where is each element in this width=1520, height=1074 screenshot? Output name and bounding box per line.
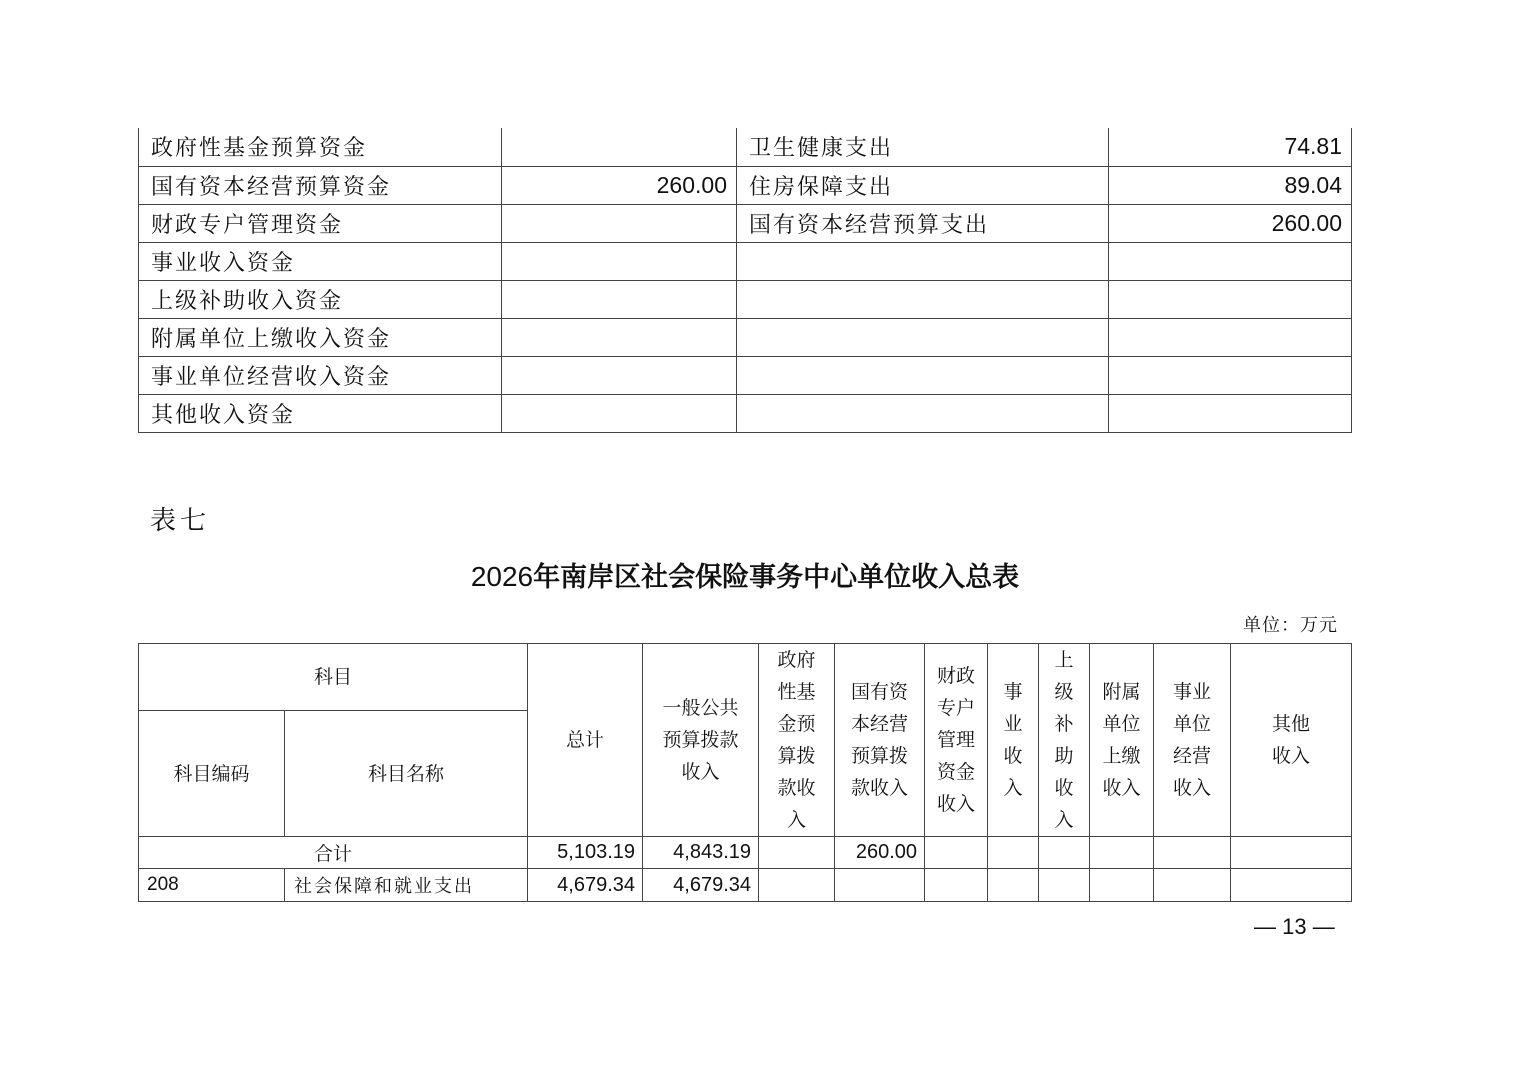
expense-amount-cell: 74.81 xyxy=(1109,128,1352,166)
header-line: 上 xyxy=(1054,649,1074,671)
header-gov-fund xyxy=(759,644,835,837)
header-line: 级 xyxy=(1054,681,1074,703)
expense-label-cell: 住房保障支出 xyxy=(737,166,1109,204)
header-line: 金预 xyxy=(777,713,816,735)
unit-label: 单位：万元 xyxy=(1243,615,1338,636)
state-capital-cell: 260.00 xyxy=(835,837,925,869)
header-line: 入 xyxy=(1054,809,1074,831)
expense-amount-cell xyxy=(1109,280,1352,318)
header-line: 事 xyxy=(1003,681,1023,703)
table-row xyxy=(139,204,1352,242)
expense-amount-cell xyxy=(1109,242,1352,280)
header-line: 入 xyxy=(787,809,807,831)
expense-amount-cell xyxy=(1109,318,1352,356)
header-subject-name: 科目名称 xyxy=(285,711,528,837)
business-cell xyxy=(988,869,1039,902)
header-line: 专户 xyxy=(937,697,976,719)
table-row xyxy=(139,242,1352,280)
header-line: 政府 xyxy=(777,649,816,671)
income-amount-cell xyxy=(502,204,737,242)
table-row xyxy=(139,166,1352,204)
header-line: 收入 xyxy=(937,793,976,815)
business-unit-cell xyxy=(1154,837,1231,869)
header-line: 收入 xyxy=(681,761,720,783)
header-line: 财政 xyxy=(937,665,976,687)
superior-subsidy-cell xyxy=(1039,869,1090,902)
total-row xyxy=(139,837,1352,869)
table-row xyxy=(139,280,1352,318)
income-label-cell: 其他收入资金 xyxy=(139,394,502,432)
header-line: 收 xyxy=(1003,745,1023,767)
header-line: 单位 xyxy=(1102,713,1141,735)
header-line: 收入 xyxy=(1102,777,1141,799)
header-line: 经营 xyxy=(1173,745,1212,767)
header-other xyxy=(1231,644,1352,837)
table-row xyxy=(139,394,1352,432)
other-cell xyxy=(1231,837,1352,869)
general-budget-cell: 4,843.19 xyxy=(643,837,759,869)
header-subject-code: 科目编码 xyxy=(139,711,285,837)
header-business-income xyxy=(988,644,1039,837)
expense-amount-cell xyxy=(1109,356,1352,394)
other-cell xyxy=(1231,869,1352,902)
header-general-budget xyxy=(643,644,759,837)
income-amount-cell xyxy=(502,318,737,356)
header-line: 入 xyxy=(1003,777,1023,799)
header-line: 上缴 xyxy=(1102,745,1141,767)
header-line: 预算拨 xyxy=(851,745,909,767)
general-budget-cell: 4,679.34 xyxy=(643,869,759,902)
expense-amount-cell xyxy=(1109,394,1352,432)
header-subject: 科目 xyxy=(139,644,528,711)
income-label-cell: 国有资本经营预算资金 xyxy=(139,166,502,204)
header-line: 本经营 xyxy=(851,713,909,735)
header-fiscal-special xyxy=(925,644,988,837)
header-line: 算拨 xyxy=(777,745,816,767)
expense-amount-cell: 89.04 xyxy=(1109,166,1352,204)
income-amount-cell xyxy=(502,394,737,432)
income-amount-cell xyxy=(502,280,737,318)
header-affiliated xyxy=(1090,644,1154,837)
header-line: 预算拨款 xyxy=(662,729,739,751)
title-text: 年南岸区社会保险事务中心单位收入总表 xyxy=(533,562,1020,593)
header-total: 总计 xyxy=(528,644,643,837)
table-label: 表七 xyxy=(150,506,211,536)
gov-fund-cell xyxy=(759,869,835,902)
total-cell: 5,103.19 xyxy=(528,837,643,869)
expense-label-cell xyxy=(737,356,1109,394)
fiscal-special-cell xyxy=(925,837,988,869)
header-superior-subsidy xyxy=(1039,644,1090,837)
affiliated-cell xyxy=(1090,869,1154,902)
business-unit-cell xyxy=(1154,869,1231,902)
income-label-cell: 政府性基金预算资金 xyxy=(139,128,502,166)
income-label-cell: 事业收入资金 xyxy=(139,242,502,280)
header-line: 事业 xyxy=(1173,681,1212,703)
income-label-cell: 事业单位经营收入资金 xyxy=(139,356,502,394)
gov-fund-cell xyxy=(759,837,835,869)
income-amount-cell xyxy=(502,356,737,394)
page-number: — 13 — xyxy=(1254,914,1335,939)
header-line: 收入 xyxy=(1272,745,1311,767)
income-label-cell: 上级补助收入资金 xyxy=(139,280,502,318)
header-line: 助 xyxy=(1054,745,1074,767)
expense-label-cell xyxy=(737,318,1109,356)
income-label-cell: 附属单位上缴收入资金 xyxy=(139,318,502,356)
page-title xyxy=(0,555,1490,594)
header-business-unit xyxy=(1154,644,1231,837)
fiscal-special-cell xyxy=(925,869,988,902)
income-amount-cell xyxy=(502,242,737,280)
business-cell xyxy=(988,837,1039,869)
header-line: 附属 xyxy=(1102,681,1141,703)
header-line: 资金 xyxy=(937,761,976,783)
header-line: 款收入 xyxy=(851,777,909,799)
income-summary-table xyxy=(138,643,1352,902)
subject-code-cell: 208 xyxy=(139,869,285,902)
table-row xyxy=(139,318,1352,356)
header-line: 一般公共 xyxy=(662,697,739,719)
table-row xyxy=(139,869,1352,902)
subject-name-cell: 社会保障和就业支出 xyxy=(285,869,528,902)
title-year: 2026 xyxy=(470,561,534,592)
header-line: 其他 xyxy=(1272,713,1311,735)
expense-label-cell xyxy=(737,280,1109,318)
table-row xyxy=(139,356,1352,394)
expense-label-cell: 国有资本经营预算支出 xyxy=(737,204,1109,242)
total-cell: 4,679.34 xyxy=(528,869,643,902)
header-line: 业 xyxy=(1003,713,1023,735)
expense-label-cell xyxy=(737,394,1109,432)
table-row xyxy=(139,128,1352,166)
income-expense-table xyxy=(138,128,1352,433)
income-amount-cell: 260.00 xyxy=(502,166,737,204)
header-line: 单位 xyxy=(1173,713,1212,735)
income-amount-cell xyxy=(502,128,737,166)
expense-label-cell xyxy=(737,242,1109,280)
header-line: 国有资 xyxy=(851,681,909,703)
header-line: 管理 xyxy=(937,729,976,751)
total-label: 合计 xyxy=(139,837,528,869)
header-line: 收入 xyxy=(1173,777,1212,799)
header-line: 款收 xyxy=(777,777,816,799)
income-label-cell: 财政专户管理资金 xyxy=(139,204,502,242)
state-capital-cell xyxy=(835,869,925,902)
header-line: 收 xyxy=(1054,777,1074,799)
header-line: 补 xyxy=(1054,713,1074,735)
expense-amount-cell: 260.00 xyxy=(1109,204,1352,242)
superior-subsidy-cell xyxy=(1039,837,1090,869)
header-line: 性基 xyxy=(777,681,816,703)
affiliated-cell xyxy=(1090,837,1154,869)
expense-label-cell: 卫生健康支出 xyxy=(737,128,1109,166)
header-state-capital xyxy=(835,644,925,837)
